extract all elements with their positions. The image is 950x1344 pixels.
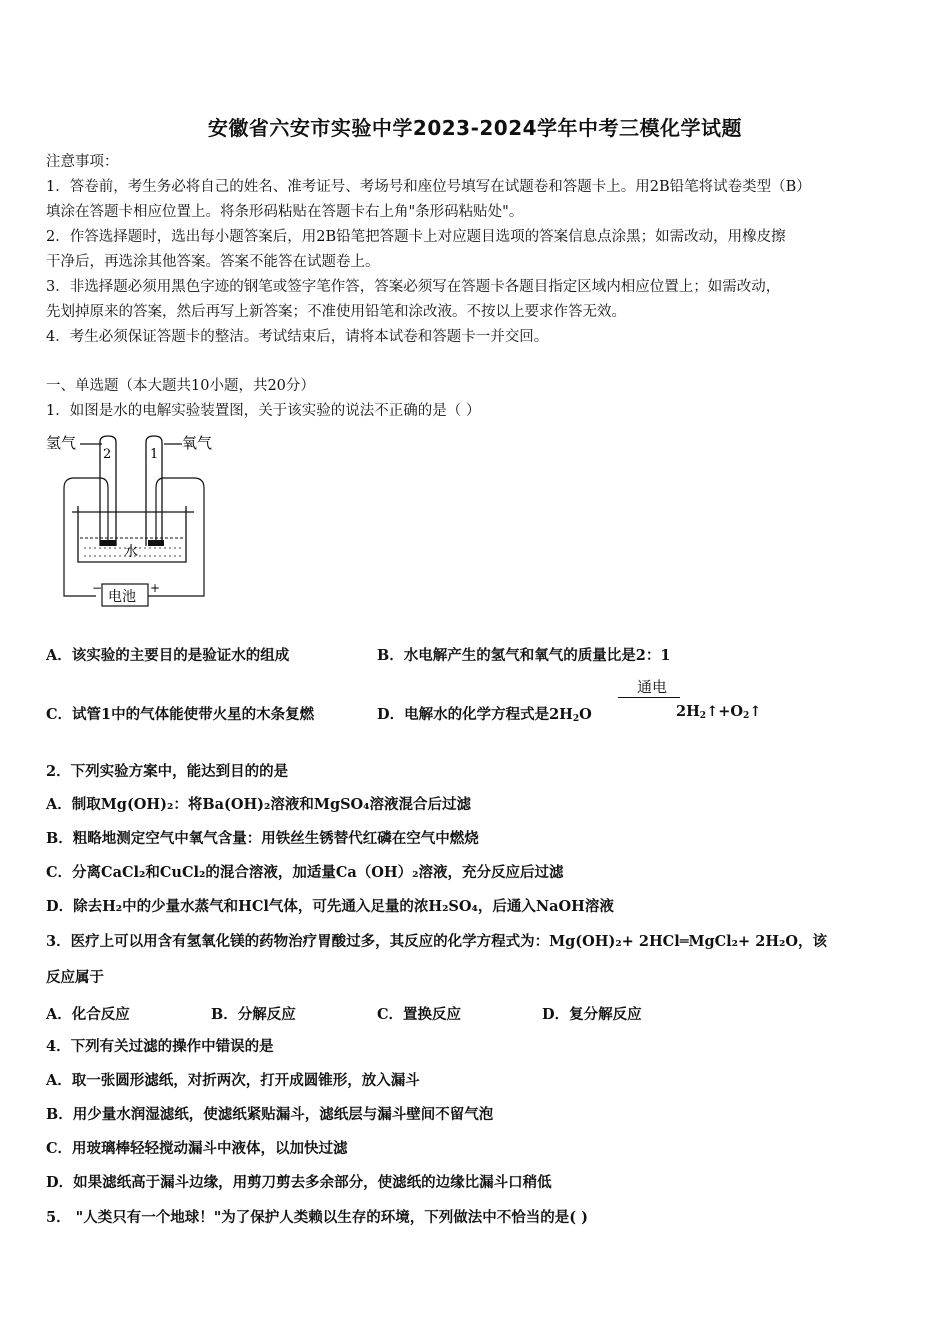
wire-left bbox=[64, 478, 108, 596]
q3-option-a: A．化合反应 bbox=[46, 1006, 130, 1023]
q1-option-d: D．电解水的化学方程式是$2H_2O$ bbox=[377, 706, 592, 724]
q1-option-b: B．水电解产生的氢气和氧气的质量比是2：1 bbox=[377, 647, 671, 664]
electrolysis-figure bbox=[44, 428, 224, 618]
q4-stem: 4．下列有关过滤的操作中错误的是 bbox=[46, 1038, 274, 1055]
q5-stem: 5． "人类只有一个地球！"为了保护人类赖以生存的环境，下列做法中不恰当的是( ) bbox=[46, 1209, 589, 1226]
q1-d-product-part3: ↑ bbox=[749, 703, 762, 720]
q1-d-arrow-line bbox=[618, 697, 680, 698]
battery-label: 电池 bbox=[108, 589, 136, 605]
tube-2-label: 2 bbox=[103, 447, 112, 462]
wire-right bbox=[148, 478, 204, 596]
oxygen-label: 氧气 bbox=[182, 434, 213, 452]
q4-option-d: D．如果滤纸高于漏斗边缘，用剪刀剪去多余部分，使滤纸的边缘比漏斗口稍低 bbox=[46, 1174, 552, 1191]
q1-d-condition: 通电 bbox=[636, 678, 667, 696]
q1-d-reactant2: O bbox=[579, 706, 592, 723]
notice-line: 4．考生必须保证答题卡的整洁。考试结束后，请将本试卷和答题卡一并交回。 bbox=[46, 329, 549, 345]
minus-label: − bbox=[92, 581, 103, 595]
q2-option-d: D．除去H₂中的少量水蒸气和HCl气体，可先通入足量的浓H₂SO₄，后通入NaOH溶液 bbox=[46, 898, 614, 915]
electrode-right bbox=[148, 540, 164, 546]
hydrogen-label: 氢气 bbox=[46, 434, 77, 452]
q1-option-a: A．该实验的主要目的是验证水的组成 bbox=[46, 647, 290, 664]
plus-label: + bbox=[150, 581, 161, 595]
q3-option-c: C．置换反应 bbox=[377, 1006, 462, 1023]
q2-option-c: C．分离CaCl₂和CuCl₂的混合溶液，加适量Ca（OH）₂溶液，充分反应后过滤 bbox=[46, 864, 564, 881]
q1-d-reactant: 2H bbox=[549, 706, 573, 723]
q2-option-a: A．制取Mg(OH)₂：将Ba(OH)₂溶液和MgSO₄溶液混合后过滤 bbox=[46, 796, 472, 813]
q1-d-prefix: D．电解水的化学方程式是 bbox=[377, 706, 550, 723]
q1-d-product: $2H_2↑+O_2↑$ bbox=[676, 703, 762, 721]
q1-option-c: C．试管1中的气体能使带火星的木条复燃 bbox=[46, 706, 315, 723]
q3-stem-cont: 反应属于 bbox=[46, 969, 104, 986]
q2-option-b: B．粗略地测定空气中氧气含量：用铁丝生锈替代红磷在空气中燃烧 bbox=[46, 830, 479, 847]
q3-option-d: D．复分解反应 bbox=[542, 1006, 642, 1023]
water-label: 水 bbox=[124, 544, 138, 560]
q4-option-c: C．用玻璃棒轻轻搅动漏斗中液体，以加快过滤 bbox=[46, 1140, 348, 1157]
q1-d-product-part1: 2H bbox=[676, 703, 700, 720]
tube-1-label: 1 bbox=[150, 447, 159, 462]
notice-heading: 注意事项： bbox=[46, 154, 119, 170]
notice-line: 干净后，再选涂其他答案。答案不能答在试题卷上。 bbox=[46, 254, 380, 270]
notice-line: 3．非选择题必须用黑色字迹的钢笔或签字笔作答，答案必须写在答题卡各题目指定区域内相应位置上；如需改动， bbox=[46, 279, 781, 295]
section-heading: 一、单选题（本大题共10小题，共20分） bbox=[46, 378, 315, 394]
q4-option-b: B．用少量水润湿滤纸，使滤纸紧贴漏斗，滤纸层与漏斗壁间不留气泡 bbox=[46, 1106, 494, 1123]
notice-line: 1．答卷前，考生务必将自己的姓名、准考证号、考场号和座位号填写在试题卷和答题卡上。用2B铅笔将试卷类型（B） bbox=[46, 179, 811, 195]
notice-line: 先划掉原来的答案，然后再写上新答案；不准使用铅笔和涂改液。不按以上要求作答无效。 bbox=[46, 304, 626, 320]
q1-d-product-part2: ↑+O bbox=[706, 703, 743, 720]
electrode-left bbox=[100, 540, 116, 546]
q3-stem: 3．医疗上可以用含有氢氧化镁的药物治疗胃酸过多，其反应的化学方程式为：Mg(OH)₂+ 2HCl═MgCl₂+ 2H₂O，该 bbox=[46, 933, 828, 950]
notice-line: 2．作答选择题时，选出每小题答案后，用2B铅笔把答题卡上对应题目选项的答案信息点涂黑；如需改动，用橡皮擦 bbox=[46, 229, 786, 245]
q4-option-a: A．取一张圆形滤纸，对折两次，打开成圆锥形，放入漏斗 bbox=[46, 1072, 420, 1089]
q2-stem: 2．下列实验方案中，能达到目的的是 bbox=[46, 763, 289, 780]
notice-line: 填涂在答题卡相应位置上。将条形码粘贴在答题卡右上角"条形码粘贴处"。 bbox=[46, 204, 524, 220]
page-title: 安徽省六安市实验中学2023-2024学年中考三模化学试题 bbox=[207, 116, 743, 140]
q3-option-b: B．分解反应 bbox=[211, 1006, 296, 1023]
q1-stem: 1．如图是水的电解实验装置图，关于该实验的说法不正确的是（ ） bbox=[46, 403, 481, 419]
